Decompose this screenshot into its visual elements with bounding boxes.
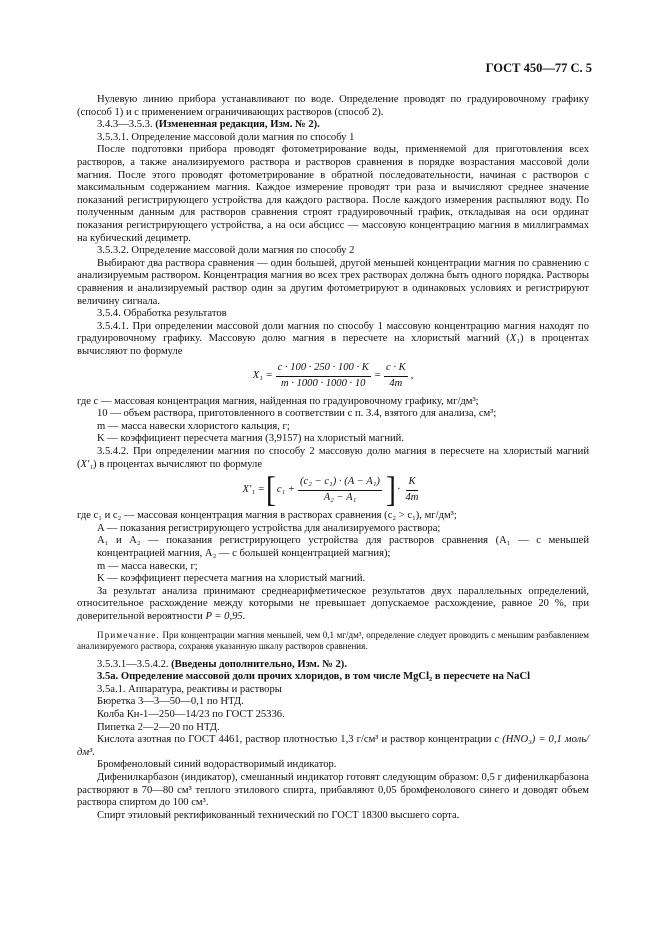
paragraph: После подготовки прибора проводят фотометрирование воды, применяемой для приготовления всех растворов, а также анализируемого раствора и растворов сравнения в порядке возрастания массовой доли магния. После этого проводят фотометрирование в обратной последовательности, начиная с растворов с максимальным содержанием магния. Каждое измерение проводят три раза и вычисляют среднее значение показаний регистрирующего устройства для каждого раствора. После каждого измерения распыляют воду. По полученным данным для растворов сравнения строят градуировочный график, откладывая на оси ординат показания регистрирующего устройства, а на оси абсцисс — массовую концентрацию магния в миллиграммах на кубический дециметр. — [77, 144, 589, 244]
paragraph: Дифенилкарбазон (индикатор), смешанный индикатор готовят следующим образом: 0,5 г дифенилкарбазона растворяют в 70—80 см³ теплого этилового спирта, прибавляют 0,05 бромфенолового синего и доводят объем раствора спиртом до 100 см³. — [77, 771, 589, 809]
fraction: $\frac{c \cdot K}{4m}$ — [385, 362, 406, 390]
fraction: $\frac{\text{(c₂ − c₁) · (A − A₁)}}{\text{A₂ − A₁}}$ — [300, 476, 380, 503]
paragraph: 3.4.3—3.5.3. (Измененная редакция, Изм. № 2). — [97, 119, 320, 131]
paragraph: 3.5.3.1—3.5.4.2. (Введены дополнительно, Изм. № 2). — [97, 658, 347, 670]
legend-line: A — показания регистрирующего устройства для анализируемого раствора; — [97, 522, 441, 534]
legend-list-2 — [77, 510, 589, 586]
paragraph: Нулевую линию прибора устанавливают по воде. Определение проводят по градуировочному графику (способ 1) и с применением ограничивающих растворов (способ 2). — [77, 94, 589, 118]
legend-line: где c₁ и c₂ — массовая концентрация магния в растворах сравнения (c₂ > c₁), мг/дм³; — [77, 510, 457, 522]
legend-line: A₁ и A₂ — показания регистрирующего устройства для растворов сравнения (A₁ — с меньшей концентрацией магния, A₂ — с большей концентрацией магния); — [97, 535, 589, 559]
paragraph: Выбирают два раствора сравнения — один большей, другой меньшей концентрации магния по сравнению с анализируемым раствором. Концентрация магния во всех трех растворах должна быть одного порядка. Растворы сравнения и анализируемый раствор один за другим фотометрируют в одинаковых условиях и регистрируют величину сигнала. — [77, 257, 589, 307]
legend-line: K — коэффициент пересчета магния на хлористый магний. — [97, 573, 366, 585]
section-heading: 3.5.3.1. Определение массовой доли магния по способу 1 — [97, 131, 355, 143]
formula-1: X₁ = $\frac{c \cdot 100 \cdot 250 \cdot 100 \cdot K}{m \cdot 1000 \cdot 1000 \cdot 10}$ = $\frac{c \cdot K}{4m}$ , — [252, 362, 414, 390]
legend-line: K — коэффициент пересчета магния (3,9157) на хлористый магний. — [97, 433, 404, 445]
paragraph: За результат анализа принимают среднеарифметическое результатов двух параллельных определений, относительное расхождение между которыми не превышает допускаемое расхождение, равное 20 %, при доверительной вероятности P = 0,95. — [77, 585, 589, 622]
paragraph: Бромфеноловый синий водорастворимый индикатор. — [97, 759, 337, 771]
legend-line: где c — массовая концентрация магния, найденная по градуировочному графику, мг/дм³; — [77, 395, 479, 407]
paragraph: Пипетка 2—2—20 по НТД. — [97, 721, 220, 733]
paragraph: Кислота азотная по ГОСТ 4461, раствор плотностью 1,3 г/см³ и раствор концентрации c (HNO₃) = 0,1 моль/дм³. — [77, 734, 589, 758]
legend-line: m — масса навески, г; — [97, 560, 198, 572]
page-content — [77, 94, 589, 822]
section-heading: 3.5а. Определение массовой доли прочих хлоридов, в том числе MgCl₂ в пересчете на NaCl — [97, 671, 531, 683]
note: Примечание. При концентрации магния меньшей, чем 0,1 мг/дм³, определение следует проводить с меньшим разбавлением анализируемого раствора, сохраняя указанную шкалу растворов сравнения. — [77, 629, 589, 652]
formula-lhs: X′₁ = — [242, 483, 265, 495]
page-header: ГОСТ 450—77 С. 5 — [485, 61, 592, 75]
fraction: $\frac{K}{4m}$ — [405, 476, 419, 503]
legend-line: 10 — объем раствора, приготовленного в соответствии с п. 3.4, взятого для анализа, см³; — [97, 408, 497, 420]
formula-2: X′₁ = [ c₁ + $\frac{\text{(c₂ − c₁) · (A − A₁)}}{\text{A₂ − A₁}}$ ] · $\frac{K}{4m}$ — [242, 469, 419, 510]
paragraph: Колба Кн-1—250—14/23 по ГОСТ 25336. — [97, 708, 285, 720]
formula-lhs: X₁ = — [252, 370, 273, 382]
paragraph: 3.5.4.1. При определении массовой доли магния по способу 1 массовую концентрацию магния находят по градуировочному графику. Массовую долю магния в пересчете на хлористый магний (X₁) в процентах вычисляют по формуле — [77, 320, 589, 357]
paragraph: Бюретка 3—3—50—0,1 по НТД. — [97, 696, 244, 708]
section-heading: 3.5.3.2. Определение массовой доли магния по способу 2 — [97, 245, 355, 257]
section-heading: 3.5а.1. Аппаратура, реактивы и растворы — [97, 683, 282, 695]
paragraph: Спирт этиловый ректификованный технический по ГОСТ 18300 высшего сорта. — [97, 809, 460, 821]
paragraph: 3.5.4.2. При определении магния по способу 2 массовую долю магния в пересчете на хлористый магний (X′₁) в процентах вычисляют по формуле — [77, 446, 589, 470]
fraction: $\frac{c \cdot 100 \cdot 250 \cdot 100 \cdot K}{m \cdot 1000 \cdot 1000 \cdot 10}$ — [277, 362, 369, 390]
legend-list-1 — [77, 396, 589, 446]
legend-line: m — масса навески хлористого кальция, г; — [97, 420, 290, 432]
section-heading: 3.5.4. Обработка результатов — [97, 308, 227, 320]
